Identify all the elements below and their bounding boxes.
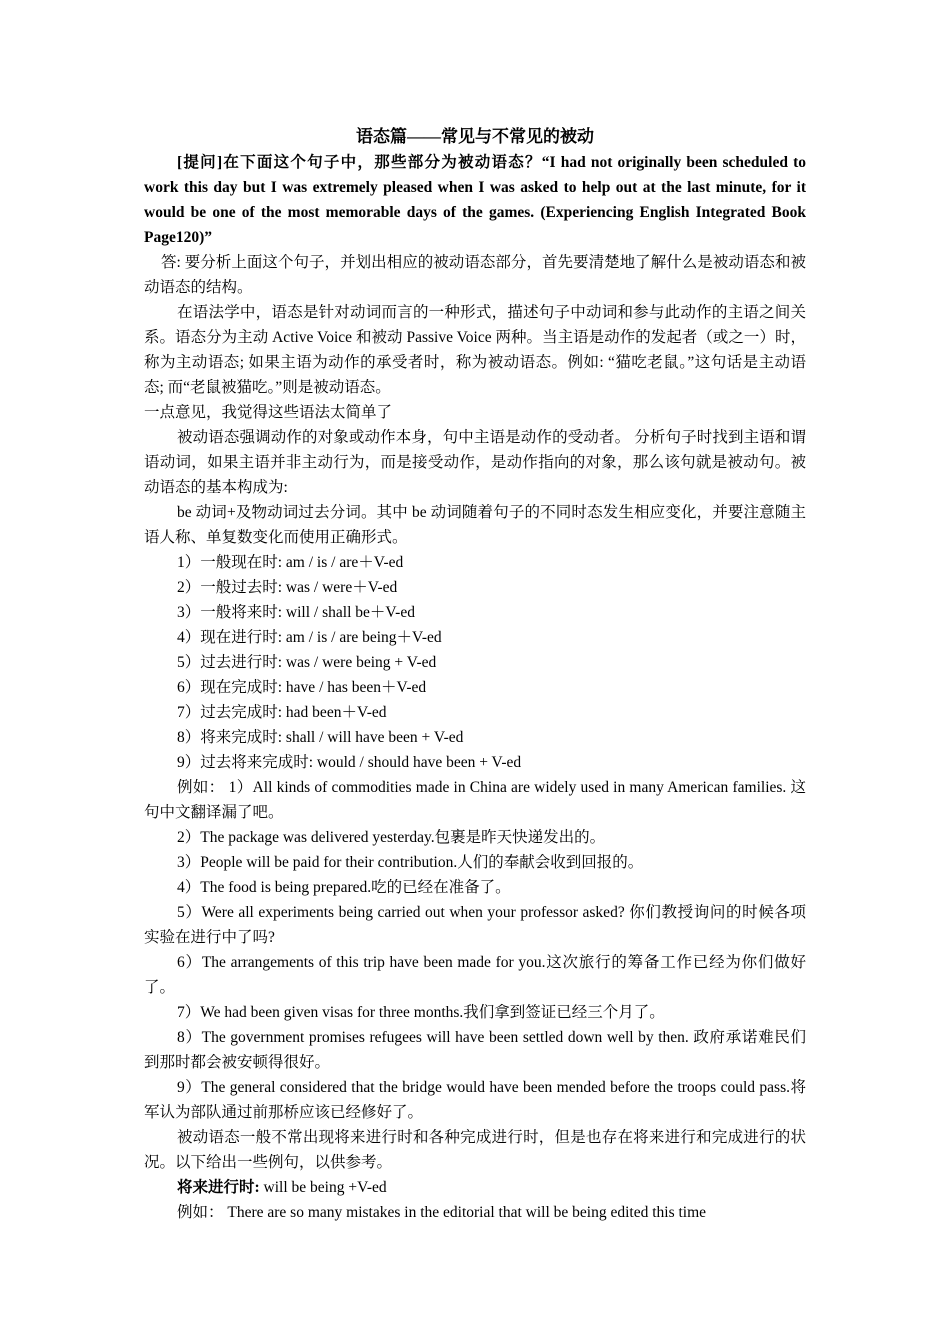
tense-item: 9）过去将来完成时: would / should have been + V-ed	[177, 754, 522, 771]
tense-item: 3）一般将来时: will / shall be＋V-ed	[177, 604, 415, 621]
tense-item: 4）现在进行时: am / is / are being＋V-ed	[177, 629, 442, 646]
passive-paragraph: 被动语态强调动作的对象或动作本身，句中主语是动作的受动者。 分析句子时找到主语和谓语动词，如果主语并非主动行为，而是接受动作，是动作指向的对象，那么该句就是被动句。被动语态的基本构成为:	[144, 429, 806, 496]
answer-intro: 答: 要分析上面这个句子，并划出相应的被动语态部分，首先要清楚地了解什么是被动语态和被动语态的结构。	[144, 254, 806, 296]
opinion-note: 一点意见，我觉得这些语法太简单了	[144, 404, 393, 421]
future-continuous-label: 将来进行时:	[177, 1179, 260, 1196]
tense-item: 1）一般现在时: am / is / are＋V-ed	[177, 554, 404, 571]
example-item: 6）The arrangements of this trip have been made for you.这次旅行的筹备工作已经为你们做好了。	[144, 954, 806, 996]
example-item: 8）The government promises refugees will have been settled down well by then. 政府承诺难民们到那时都会被安顿得很好。	[144, 1029, 806, 1071]
tense-item: 7）过去完成时: had been＋V-ed	[177, 704, 387, 721]
example-item: 5）Were all experiments being carried out when your professor asked? 你们教授询问的时候各项实验在进行中了吗?	[144, 904, 806, 946]
document-page	[144, 124, 806, 1225]
document-title: 语态篇——常见与不常见的被动	[356, 127, 594, 146]
example-item: 4）The food is being prepared.吃的已经在准备了。	[177, 879, 511, 896]
tense-item: 8）将来完成时: shall / will have been + V-ed	[177, 729, 464, 746]
example-item: 9）The general considered that the bridge would have been mended before the troops could pass.将军认为部队通过前那桥应该已经修好了。	[144, 1079, 806, 1121]
future-continuous-line	[144, 1175, 806, 1200]
example-item: 2）The package was delivered yesterday.包裹是昨天快递发出的。	[177, 829, 606, 846]
future-continuous-formula: will be being +V-ed	[259, 1179, 387, 1196]
tense-item: 2）一般过去时: was / were＋V-ed	[177, 579, 398, 596]
question-paragraph: [提问]在下面这个句子中，那些部分为被动语态？“I had not originally been scheduled to work this day but I was extremely pleased when I was asked to help out at the last minute, for it would be one of the most memorable days of the games. (Experiencing English Integrated Book Page120)”	[144, 154, 806, 246]
example-item: 3）People will be paid for their contribution.人们的奉献会收到回报的。	[177, 854, 644, 871]
uncommon-paragraph: 被动语态一般不常出现将来进行时和各种完成进行时，但是也存在将来进行和完成进行的状况。以下给出一些例句，以供参考。	[144, 1129, 806, 1171]
example-item: 例如： 1）All kinds of commodities made in China are widely used in many American families. 这句中文翻译漏了吧。	[144, 779, 806, 821]
last-example: 例如： There are so many mistakes in the editorial that will be being edited this time	[177, 1204, 707, 1221]
tense-item: 5）过去进行时: was / were being + V-ed	[177, 654, 437, 671]
be-structure-paragraph: be 动词+及物动词过去分词。其中 be 动词随着句子的不同时态发生相应变化，并要注意随主语人称、单复数变化而使用正确形式。	[144, 504, 806, 546]
tense-item: 6）现在完成时: have / has been＋V-ed	[177, 679, 427, 696]
grammar-paragraph: 在语法学中，语态是针对动词而言的一种形式，描述句子中动词和参与此动作的主语之间关系。语态分为主动 Active Voice 和被动 Passive Voice 两种。当主语是动作的发起者（或之一）时，称为主动语态; 如果主语为动作的承受者时，称为被动语态。例如: “猫吃老鼠。”这句话是主动语态; 而“老鼠被猫吃。”则是被动语态。	[144, 304, 806, 396]
example-item: 7）We had been given visas for three months.我们拿到签证已经三个月了。	[177, 1004, 665, 1021]
